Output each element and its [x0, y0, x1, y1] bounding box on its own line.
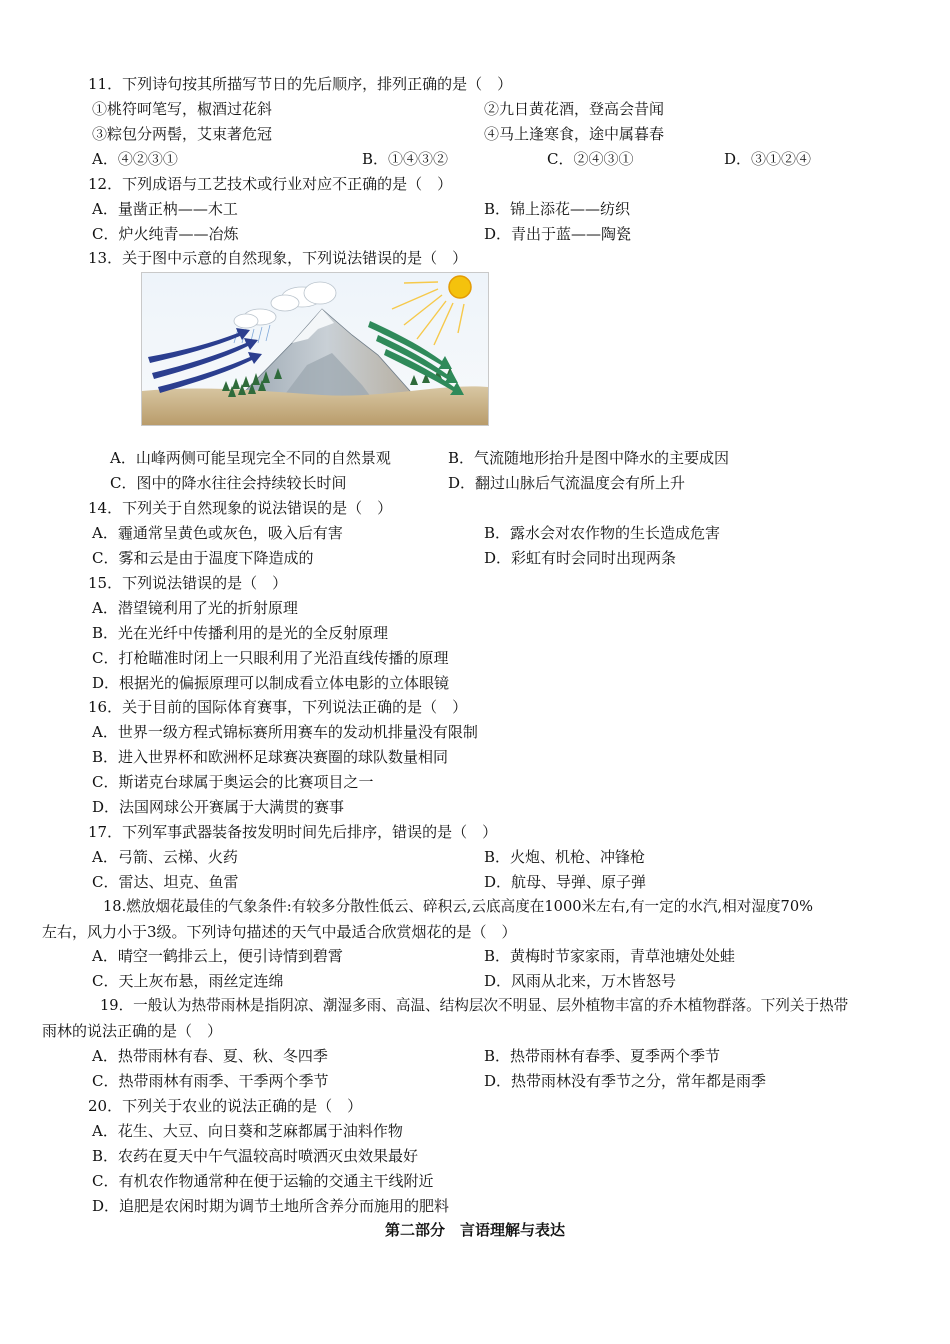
q16-stem: 16．关于目前的国际体育赛事，下列说法正确的是（ ） [88, 698, 468, 716]
q17-option-d: D．航母、导弹、原子弹 [484, 873, 647, 891]
q19-option-d: D．热带雨林没有季节之分，常年都是雨季 [484, 1072, 767, 1090]
q11-item-3: ③粽包分两髻，艾束著危冠 [92, 125, 273, 143]
q17-stem: 17．下列军事武器装备按发明时间先后排序，错误的是（ ） [88, 823, 498, 841]
q15-option-a: A．潜望镜利用了光的折射原理 [92, 599, 298, 617]
q14-option-d: D．彩虹有时会同时出现两条 [484, 549, 677, 567]
q17-option-c: C．雷达、坦克、鱼雷 [92, 873, 239, 891]
q12-option-a: A．量凿正枘——木工 [92, 200, 238, 218]
q15-option-d: D．根据光的偏振原理可以制成看立体电影的立体眼镜 [92, 674, 450, 692]
q20-option-b: B．农药在夏天中午气温较高时喷洒灭虫效果最好 [92, 1147, 419, 1165]
q19-stem-line1: 19．一般认为热带雨林是指阴凉、潮湿多雨、高温、结构层次不明显、层外植物丰富的乔木植物群落。下列关于热带 [100, 997, 849, 1014]
q16-option-d: D．法国网球公开赛属于大满贯的赛事 [92, 798, 345, 816]
q11-option-b: B．①④③② [362, 150, 449, 168]
q14-option-a: A．霾通常呈黄色或灰色，吸入后有害 [92, 524, 343, 542]
q15-stem: 15．下列说法错误的是（ ） [88, 574, 288, 592]
q18-option-c: C．天上灰布悬，雨丝定连绵 [92, 972, 284, 990]
q11-option-a: A．④②③① [92, 150, 178, 168]
q14-stem: 14．下列关于自然现象的说法错误的是（ ） [88, 499, 393, 517]
q18-stem-line2: 左右，风力小于3级。下列诗句描述的天气中最适合欣赏烟花的是（ ） [42, 923, 517, 941]
q11-option-d: D．③①②④ [724, 150, 812, 168]
q16-option-b: B．进入世界杯和欧洲杯足球赛决赛圈的球队数量相同 [92, 748, 449, 766]
q12-stem: 12．下列成语与工艺技术或行业对应不正确的是（ ） [88, 175, 453, 193]
q19-stem-line2: 雨林的说法正确的是（ ） [42, 1022, 223, 1040]
q12-option-d: D．青出于蓝——陶瓷 [484, 225, 632, 243]
q13-stem: 13．关于图中示意的自然现象，下列说法错误的是（ ） [88, 249, 468, 267]
q17-option-b: B．火炮、机枪、冲锋枪 [484, 848, 646, 866]
q11-option-c: C．②④③① [547, 150, 634, 168]
q11-item-4: ④马上逢寒食，途中属暮春 [484, 125, 665, 143]
q20-stem: 20．下列关于农业的说法正确的是（ ） [88, 1097, 363, 1115]
q20-option-d: D．追肥是农闲时期为调节土地所含养分而施用的肥料 [92, 1197, 450, 1215]
q16-option-a: A．世界一级方程式锦标赛所用赛车的发动机排量没有限制 [92, 723, 478, 741]
q13-option-c: C．图中的降水往往会持续较长时间 [110, 474, 347, 492]
q18-stem-line1: 18.燃放烟花最佳的气象条件:有较多分散性低云、碎积云,云底高度在1000米左右,有一定的水汽,相对湿度70% [103, 898, 813, 915]
q13-option-a: A．山峰两侧可能呈现完全不同的自然景观 [110, 449, 391, 467]
q18-option-b: B．黄梅时节家家雨，青草池塘处处蛙 [484, 947, 736, 965]
q19-option-c: C．热带雨林有雨季、干季两个季节 [92, 1072, 329, 1090]
q11-stem: 11．下列诗句按其所描写节日的先后顺序，排列正确的是（ ） [88, 75, 513, 93]
q19-option-a: A．热带雨林有春、夏、秋、冬四季 [92, 1047, 328, 1065]
q11-options-row [92, 148, 852, 170]
q11-item-1: ①桃符呵笔写，椒酒过花斜 [92, 100, 273, 118]
q14-option-c: C．雾和云是由于温度下降造成的 [92, 549, 314, 567]
q11-item-2: ②九日黄花酒，登高会昔闻 [484, 100, 665, 118]
q12-option-b: B．锦上添花——纺织 [484, 200, 631, 218]
q13-option-b: B．气流随地形抬升是图中降水的主要成因 [448, 449, 730, 467]
q18-option-a: A．晴空一鹤排云上，便引诗情到碧霄 [92, 947, 343, 965]
q18-option-d: D．风雨从北来，万木皆怒号 [484, 972, 677, 990]
section-title: 第二部分 言语理解与表达 [384, 1221, 565, 1239]
q19-option-b: B．热带雨林有春季、夏季两个季节 [484, 1047, 721, 1065]
q14-option-b: B．露水会对农作物的生长造成危害 [484, 524, 721, 542]
q13-option-d: D．翻过山脉后气流温度会有所上升 [448, 474, 686, 492]
q15-option-b: B．光在光纤中传播利用的是光的全反射原理 [92, 624, 389, 642]
q15-option-c: C．打枪瞄准时闭上一只眼利用了光沿直线传播的原理 [92, 649, 449, 667]
q20-option-a: A．花生、大豆、向日葵和芝麻都属于油料作物 [92, 1122, 403, 1140]
q17-option-a: A．弓箭、云梯、火药 [92, 848, 238, 866]
q12-option-c: C．炉火纯青——冶炼 [92, 225, 239, 243]
orographic-rain-illustration [141, 272, 489, 426]
q16-option-c: C．斯诺克台球属于奥运会的比赛项目之一 [92, 773, 374, 791]
q20-option-c: C．有机农作物通常种在便于运输的交通主干线附近 [92, 1172, 434, 1190]
